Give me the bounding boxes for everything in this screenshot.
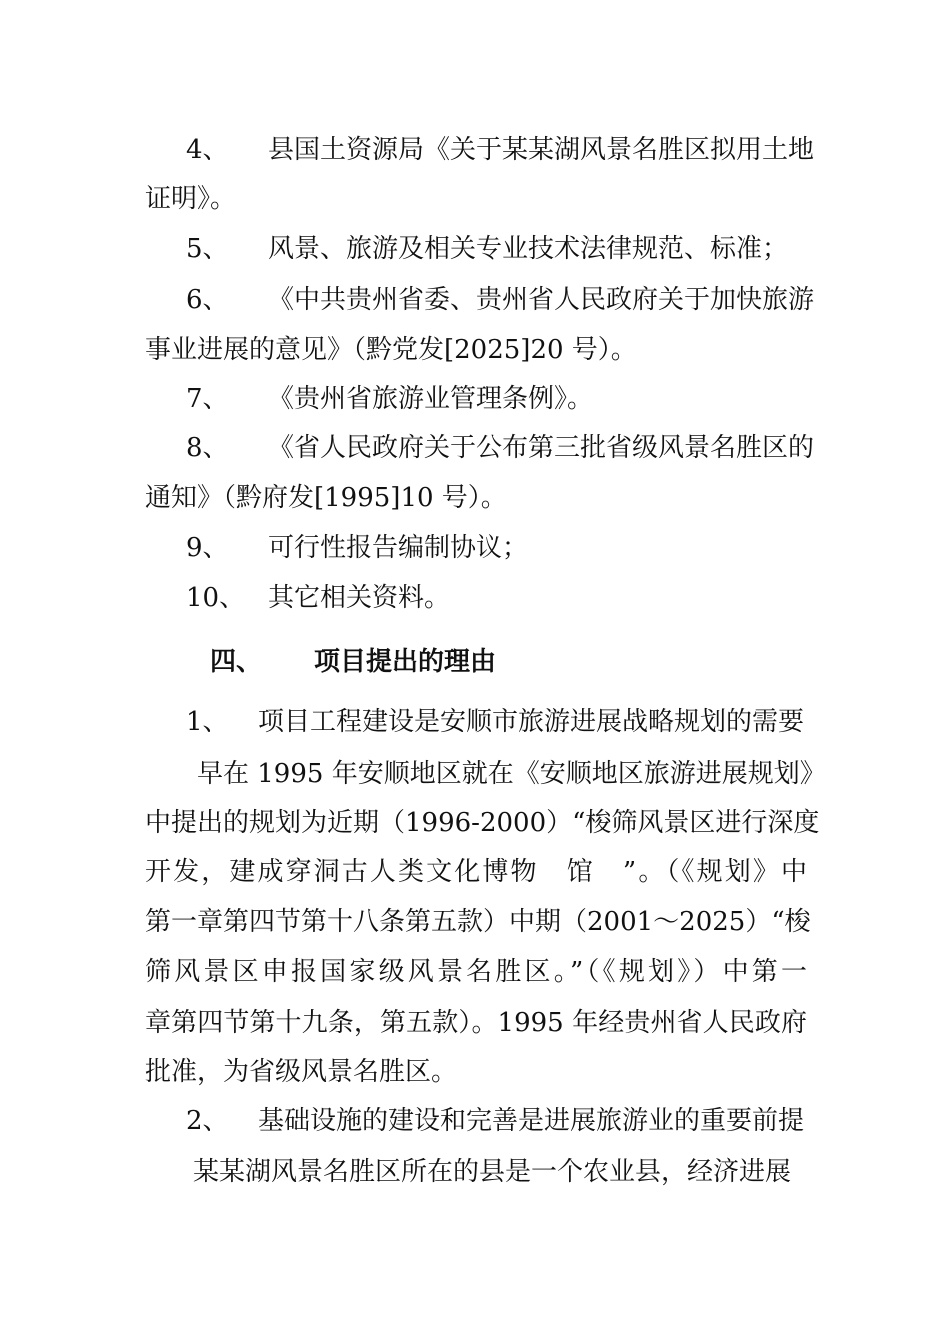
paragraph-text: 章第四节第十九条，第五款）。1995 年经贵州省人民政府 bbox=[145, 1008, 807, 1038]
paragraph-text: 开发，建成穿洞古人类文化博物 馆 ”。（《规划》中 bbox=[145, 857, 807, 887]
item-text: 《贵州省旅游业管理条例》。 bbox=[268, 384, 594, 414]
item-text-continued: 通知》（黔府发[1995]10 号）。 bbox=[145, 483, 507, 513]
item-number: 10、 bbox=[186, 583, 246, 613]
item-number: 9、 bbox=[186, 533, 229, 563]
section-number: 四、 bbox=[210, 647, 263, 677]
paragraph-text: 某某湖风景名胜区所在的县是一个农业县，经济进展 bbox=[193, 1157, 792, 1187]
item-text-continued: 证明》。 bbox=[145, 184, 237, 214]
paragraph-text: 早在 1995 年安顺地区就在《安顺地区旅游进展规划》 bbox=[197, 759, 826, 789]
item-text: 《省人民政府关于公布第三批省级风景名胜区的 bbox=[268, 433, 815, 463]
subsection-number: 1、 bbox=[186, 707, 229, 737]
item-number: 4、 bbox=[186, 135, 229, 165]
item-text: 可行性报告编制协议； bbox=[268, 533, 529, 563]
subsection-title: 基础设施的建设和完善是进展旅游业的重要前提 bbox=[258, 1106, 805, 1136]
paragraph-text: 第一章第四节第十八条第五款）中期（2001～2025）“梭 bbox=[145, 907, 811, 937]
paragraph-text: 筛风景区申报国家级风景名胜区。”（《规划》）中第一 bbox=[145, 957, 807, 987]
paragraph-text: 中提出的规划为近期（1996-2000）“梭筛风景区进行深度 bbox=[145, 808, 820, 838]
item-text-continued: 事业进展的意见》（黔党发[2025]20 号）。 bbox=[145, 335, 637, 365]
item-text: 风景、旅游及相关专业技术法律规范、标准； bbox=[268, 234, 789, 264]
item-number: 5、 bbox=[186, 234, 229, 264]
item-text: 县国土资源局《关于某某湖风景名胜区拟用土地 bbox=[268, 135, 815, 165]
subsection-number: 2、 bbox=[186, 1106, 229, 1136]
item-number: 7、 bbox=[186, 384, 229, 414]
item-number: 6、 bbox=[186, 285, 229, 315]
item-text: 《中共贵州省委、贵州省人民政府关于加快旅游 bbox=[268, 285, 815, 315]
subsection-title: 项目工程建设是安顺市旅游进展战略规划的需要 bbox=[258, 707, 805, 737]
item-text: 其它相关资料。 bbox=[268, 583, 451, 613]
section-title: 项目提出的理由 bbox=[314, 647, 497, 677]
item-number: 8、 bbox=[186, 433, 229, 463]
paragraph-text: 批准，为省级风景名胜区。 bbox=[145, 1057, 458, 1087]
